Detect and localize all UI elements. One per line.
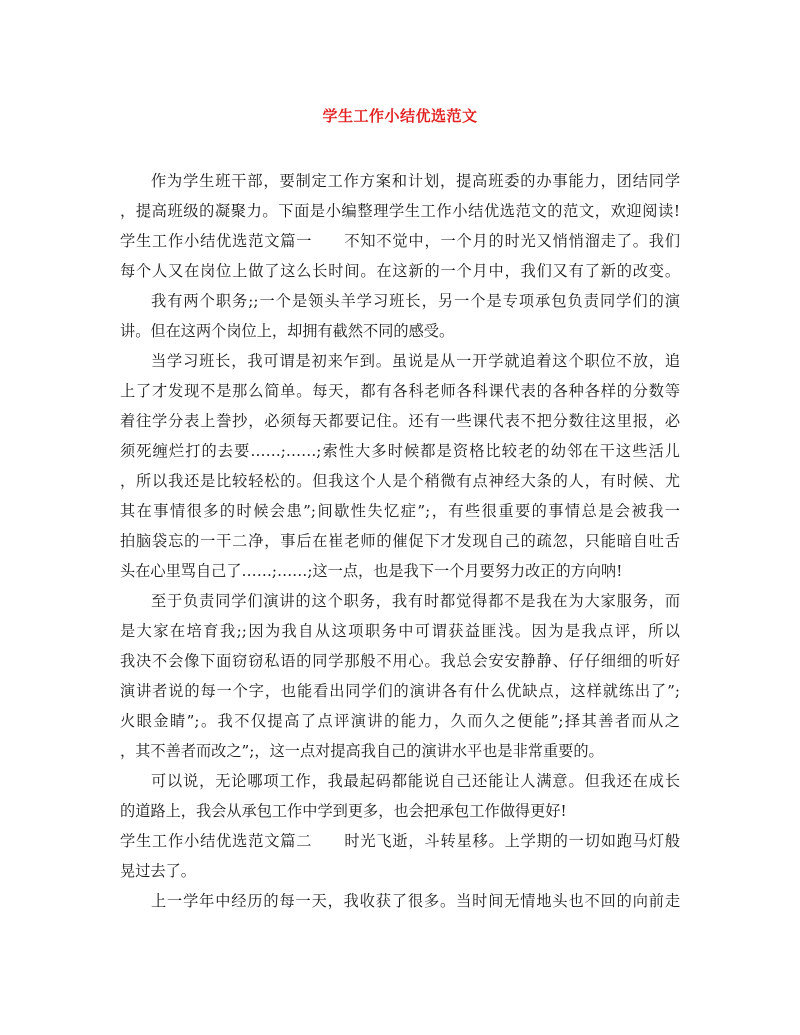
document-body <box>120 166 680 916</box>
text-line-20: ，其不善者而改之”;，这一点对提高我自己的演讲水平也是非常重要的。 <box>120 742 604 760</box>
text-line-9: 着往学分表上誊抄，必须每天都要记住。还有一些课代表不把分数往这里报，必 <box>120 412 680 430</box>
text-line-18: 演讲者说的每一个字，也能看出同学们的演讲各有什么优缺点，这样就练出了”; <box>120 682 680 700</box>
text-line-13: 拍脑袋忘的一干二净，事后在崔老师的催促下才发现自己的疏忽，只能暗自吐舌 <box>120 532 680 550</box>
text-line-19: 火眼金睛”;。我不仅提高了点评演讲的能力，久而久之便能”;择其善者而从之 <box>120 712 680 730</box>
text-line-22: 的道路上，我会从承包工作中学到更多，也会把承包工作做得更好! <box>120 802 567 820</box>
text-line-5: 我有两个职务;;一个是领头羊学习班长，另一个是专项承包负责同学们的演 <box>151 292 680 310</box>
text-line-17: 我决不会像下面窃窃私语的同学那般不用心。我总会安安静静、仔仔细细的听好 <box>120 652 680 670</box>
text-line-21: 可以说，无论哪项工作，我最起码都能说自己还能让人满意。但我还在成长 <box>151 772 680 790</box>
document-title: 学生工作小结优选范文 <box>322 107 478 125</box>
text-line-1: 作为学生班干部，要制定工作方案和计划，提高班委的办事能力，团结同学 <box>151 172 680 190</box>
text-line-24: 晃过去了。 <box>120 862 196 880</box>
text-line-3: 学生工作小结优选范文篇一 不知不觉中，一个月的时光又悄悄溜走了。我们 <box>120 232 680 250</box>
text-line-4: 每个人又在岗位上做了这么长时间。在这新的一个月中，我们又有了新的改变。 <box>120 262 680 280</box>
text-line-12: 其在事情很多的时候会患”;间歇性失忆症”;，有些很重要的事情总是会被我一 <box>120 502 680 520</box>
text-line-11: ，所以我还是比较轻松的。但我这个人是个稍微有点神经大条的人，有时候、尤 <box>120 472 680 490</box>
text-line-2: ，提高班级的凝聚力。下面是小编整理学生工作小结优选范文的范文，欢迎阅读! <box>120 202 680 220</box>
text-line-8: 上了才发现不是那么简单。每天，都有各科老师各科课代表的各种各样的分数等 <box>120 382 680 400</box>
text-line-14: 头在心里骂自己了……;……;这一点，也是我下一个月要努力改正的方向呐! <box>120 562 623 580</box>
text-line-7: 当学习班长，我可谓是初来乍到。虽说是从一开学就追着这个职位不放，追 <box>151 352 680 370</box>
text-line-23: 学生工作小结优选范文篇二 时光飞逝，斗转星移。上学期的一切如跑马灯般 <box>120 832 680 850</box>
text-line-25: 上一学年中经历的每一天，我收获了很多。当时间无情地头也不回的向前走 <box>151 892 680 910</box>
text-line-10: 须死缠烂打的去要……;……;索性大多时候都是资格比较老的幼邻在干这些活儿 <box>120 442 680 460</box>
text-line-15: 至于负责同学们演讲的这个职务，我有时都觉得都不是我在为大家服务，而 <box>151 592 680 610</box>
text-line-6: 讲。但在这两个岗位上，却拥有截然不同的感受。 <box>120 322 455 340</box>
text-line-16: 是大家在培育我;;因为我自从这项职务中可谓获益匪浅。因为是我点评，所以 <box>120 622 680 640</box>
